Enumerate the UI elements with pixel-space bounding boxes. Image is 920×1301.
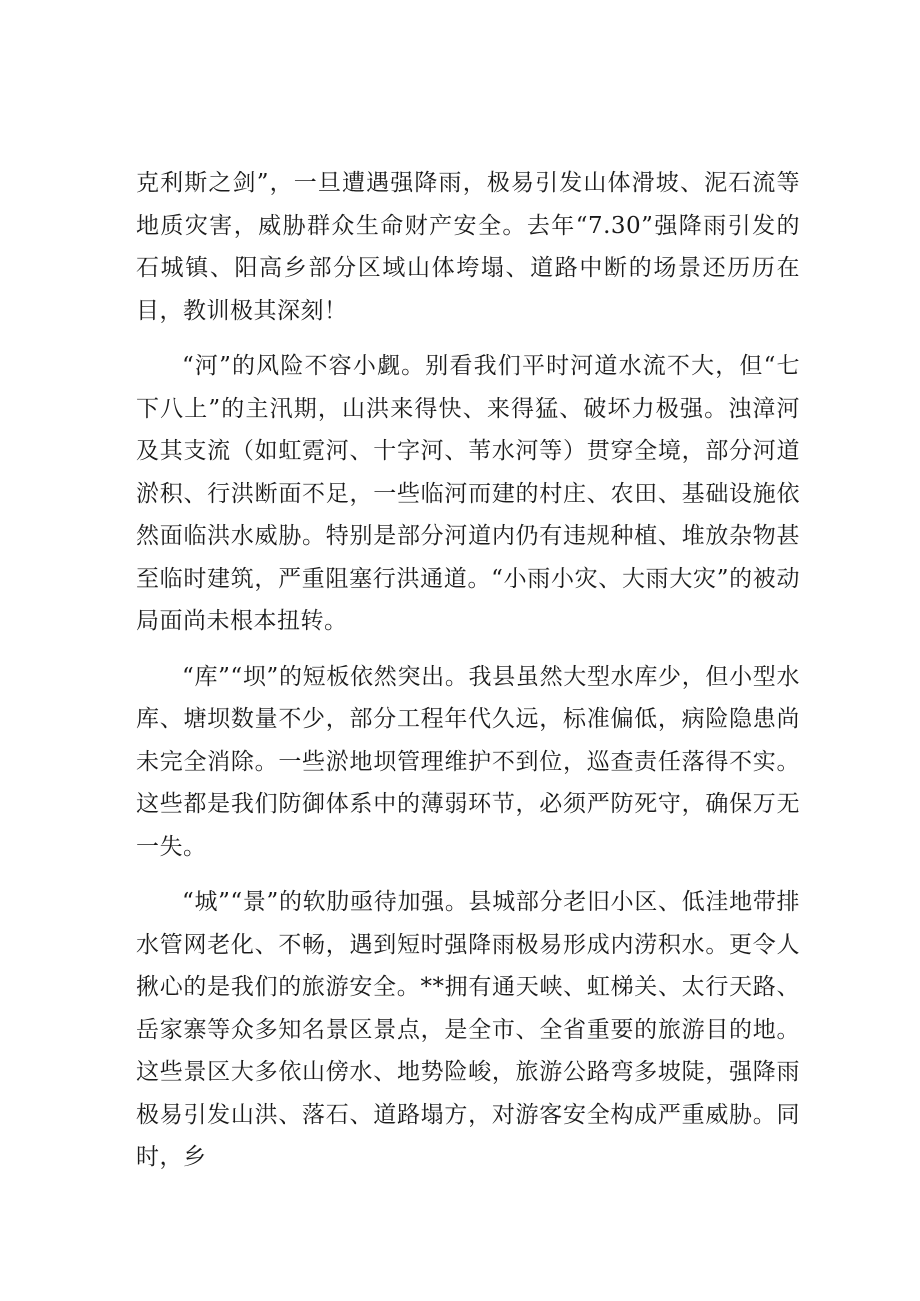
paragraph-2: “河”的风险不容小觑。别看我们平时河道水流不大，但“七下八上”的主汛期，山洪来得快、来得猛、破坏力极强。浊漳河及其支流（如虹霓河、十字河、苇水河等）贯穿全境，部分河道淤积、行洪断面不足，一些临河而建的村庄、农田、基础设施依然面临洪水威胁。特别是部分河道内仍有违规种植、堆放杂物甚至临时建筑，严重阻塞行洪通道。“小雨小灾、大雨大灾”的被动局面尚未根本扭转。: [136, 353, 800, 634]
paragraph-3: “库”“坝”的短板依然突出。我县虽然大型水库少，但小型水库、塘坝数量不少，部分工程年代久远，标准偏低，病险隐患尚未完全消除。一些淤地坝管理维护不到位，巡查责任落得不实。这些都是我们防御体系中的薄弱环节，必须严防死守，确保万无一失。: [136, 663, 800, 860]
paragraph-1: 克利斯之剑”，一旦遭遇强降雨，极易引发山体滑坡、泥石流等地质灾害，威胁群众生命财产安全。去年“7.30”强降雨引发的石城镇、阳高乡部分区域山体垮塌、道路中断的场景还历历在目，教训极其深刻！: [136, 170, 800, 324]
document-body: [136, 162, 800, 1192]
paragraph-4: “城”“景”的软肋亟待加强。县城部分老旧小区、低洼地带排水管网老化、不畅，遇到短时强降雨极易形成内涝积水。更令人揪心的是我们的旅游安全。**拥有通天峡、虹梯关、太行天路、岳家寨等众多知名景区景点，是全市、全省重要的旅游目的地。这些景区大多依山傍水、地势险峻，旅游公路弯多坡陡，强降雨极易引发山洪、落石、道路塌方，对游客安全构成严重威胁。同时，乡: [136, 889, 800, 1170]
